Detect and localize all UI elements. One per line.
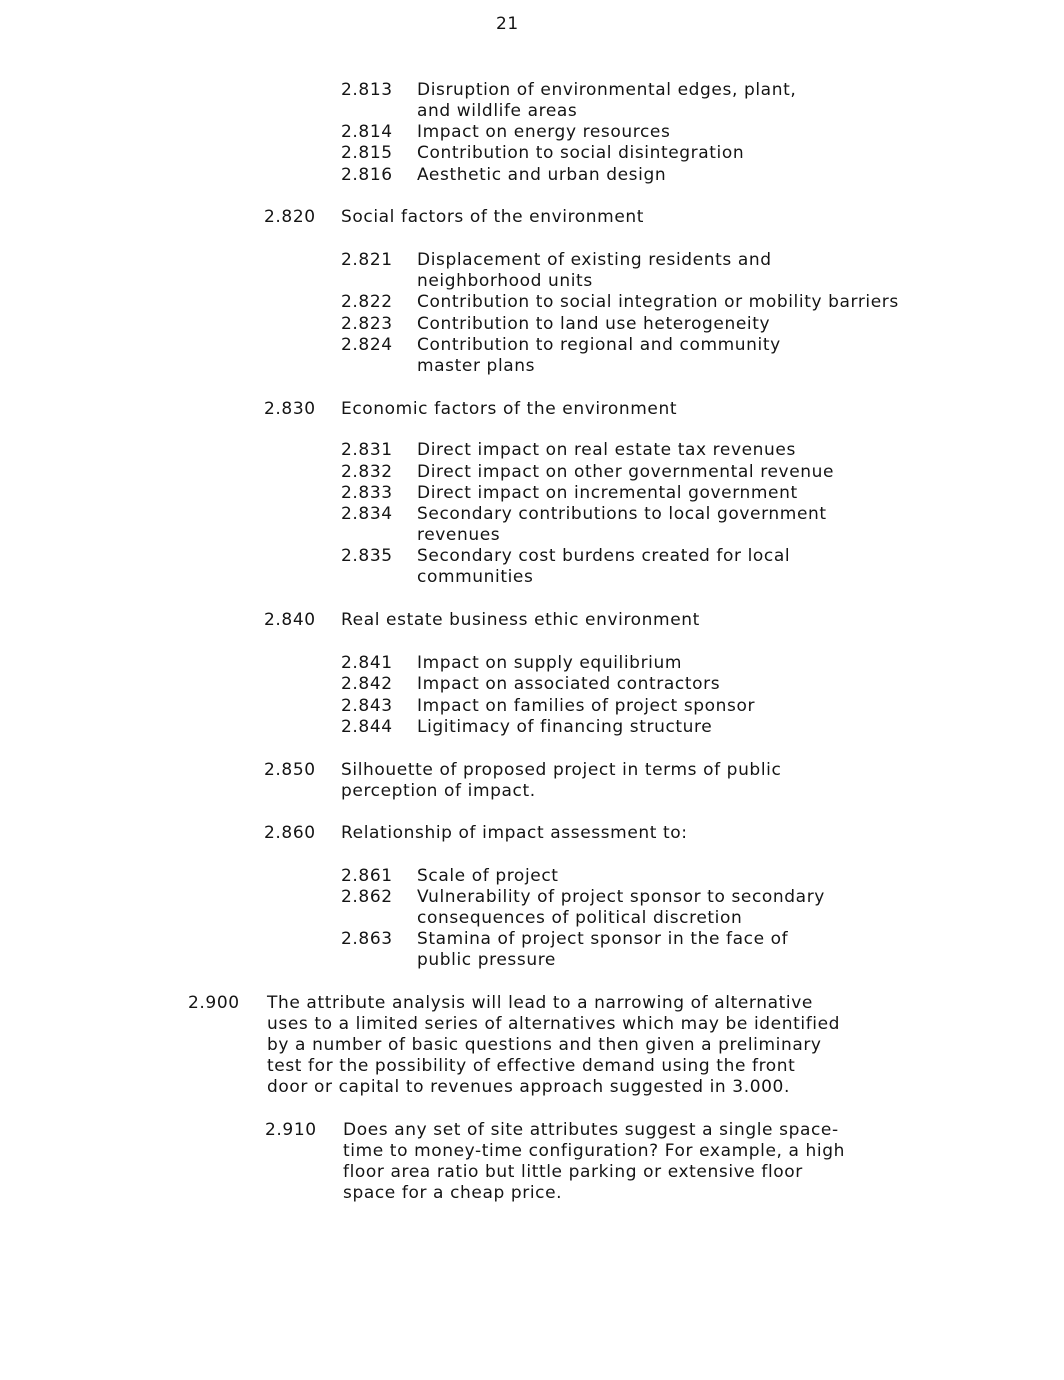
item-text	[417, 440, 796, 461]
item-text	[341, 823, 688, 844]
item-text-line: Direct impact on incremental government	[417, 483, 798, 503]
item-text	[417, 887, 825, 929]
item-text-line: Disruption of environmental edges, plant,	[417, 80, 797, 100]
item-number: 2.835	[341, 546, 393, 566]
item-text-line: Impact on families of project sponsor	[417, 696, 756, 716]
item-number: 2.863	[341, 929, 393, 949]
item-number: 2.844	[341, 717, 393, 737]
item-number: 2.832	[341, 462, 393, 482]
item-text	[417, 546, 790, 588]
item-text-line: Secondary contributions to local government	[417, 504, 827, 524]
item-text-line: Scale of project	[417, 866, 559, 886]
page-number: 21	[496, 14, 519, 34]
item-text-line: Direct impact on other governmental revenue	[417, 462, 835, 482]
item-text-line: time to money-time configuration? For example, a high	[343, 1141, 846, 1161]
item-number: 2.842	[341, 674, 393, 694]
item-text	[417, 143, 744, 164]
item-number: 2.841	[341, 653, 393, 673]
item-text	[341, 207, 644, 228]
item-number: 2.830	[264, 399, 316, 419]
item-number: 2.862	[341, 887, 393, 907]
item-text	[417, 462, 834, 483]
item-text	[417, 866, 559, 887]
item-text-line: Contribution to land use heterogeneity	[417, 314, 771, 334]
item-text-line: Real estate business ethic environment	[341, 610, 700, 630]
item-text-line: and wildlife areas	[417, 101, 578, 121]
item-text	[417, 696, 755, 717]
item-text-line: public pressure	[417, 950, 556, 970]
item-text-line: uses to a limited series of alternatives which may be identified	[267, 1014, 841, 1034]
item-text-line: revenues	[417, 525, 501, 545]
item-text-line: Aesthetic and urban design	[417, 165, 667, 185]
item-number: 2.840	[264, 610, 316, 630]
item-text-line: perception of impact.	[341, 781, 536, 801]
item-text	[267, 993, 840, 1098]
item-text	[417, 717, 712, 738]
item-text	[417, 292, 899, 313]
item-text	[417, 929, 788, 971]
item-text-line: Contribution to social disintegration	[417, 143, 745, 163]
item-number: 2.910	[265, 1120, 317, 1140]
item-text-line: space for a cheap price.	[343, 1183, 563, 1203]
item-text	[417, 653, 682, 674]
item-text-line: Relationship of impact assessment to:	[341, 823, 688, 843]
item-number: 2.820	[264, 207, 316, 227]
item-number: 2.821	[341, 250, 393, 270]
item-text-line: Social factors of the environment	[341, 207, 645, 227]
item-text-line: Contribution to social integration or mobility barriers	[417, 292, 899, 312]
item-text	[417, 314, 770, 335]
item-number: 2.824	[341, 335, 393, 355]
item-number: 2.823	[341, 314, 393, 334]
item-text-line: Does any set of site attributes suggest a single space-	[343, 1120, 839, 1140]
item-text-line: Vulnerability of project sponsor to secondary	[417, 887, 825, 907]
item-text	[417, 674, 720, 695]
item-number: 2.831	[341, 440, 393, 460]
item-text-line: neighborhood units	[417, 271, 593, 291]
item-number: 2.834	[341, 504, 393, 524]
item-text-line: Economic factors of the environment	[341, 399, 678, 419]
item-text-line: door or capital to revenues approach suggested in 3.000.	[267, 1077, 790, 1097]
item-text-line: consequences of political discretion	[417, 908, 743, 928]
item-number: 2.815	[341, 143, 393, 163]
item-text-line: The attribute analysis will lead to a narrowing of alternative	[267, 993, 813, 1013]
item-text	[417, 122, 670, 143]
item-text	[417, 504, 827, 546]
item-text-line: master plans	[417, 356, 536, 376]
item-text-line: floor area ratio but little parking or extensive floor	[343, 1162, 803, 1182]
item-number: 2.850	[264, 760, 316, 780]
item-text-line: Displacement of existing residents and	[417, 250, 772, 270]
item-text	[417, 165, 666, 186]
item-number: 2.813	[341, 80, 393, 100]
item-text-line: Impact on associated contractors	[417, 674, 721, 694]
item-text	[341, 399, 677, 420]
item-text-line: Silhouette of proposed project in terms of public	[341, 760, 782, 780]
item-text	[343, 1120, 845, 1204]
item-text-line: communities	[417, 567, 534, 587]
item-number: 2.822	[341, 292, 393, 312]
item-text-line: test for the possibility of effective demand using the front	[267, 1056, 796, 1076]
item-number: 2.861	[341, 866, 393, 886]
item-text	[417, 335, 781, 377]
item-text-line: Ligitimacy of financing structure	[417, 717, 713, 737]
item-number: 2.814	[341, 122, 393, 142]
item-text-line: Contribution to regional and community	[417, 335, 781, 355]
item-number: 2.860	[264, 823, 316, 843]
item-text-line: Stamina of project sponsor in the face of	[417, 929, 789, 949]
item-text-line: Direct impact on real estate tax revenues	[417, 440, 796, 460]
item-number: 2.843	[341, 696, 393, 716]
item-text	[417, 80, 796, 122]
item-text-line: Impact on supply equilibrium	[417, 653, 683, 673]
item-text-line: Secondary cost burdens created for local	[417, 546, 791, 566]
item-number: 2.816	[341, 165, 393, 185]
item-text	[341, 760, 781, 802]
item-text-line: Impact on energy resources	[417, 122, 671, 142]
item-number: 2.900	[188, 993, 240, 1013]
item-text	[417, 483, 798, 504]
item-text	[417, 250, 772, 292]
item-number: 2.833	[341, 483, 393, 503]
item-text-line: by a number of basic questions and then given a preliminary	[267, 1035, 822, 1055]
item-text	[341, 610, 700, 631]
